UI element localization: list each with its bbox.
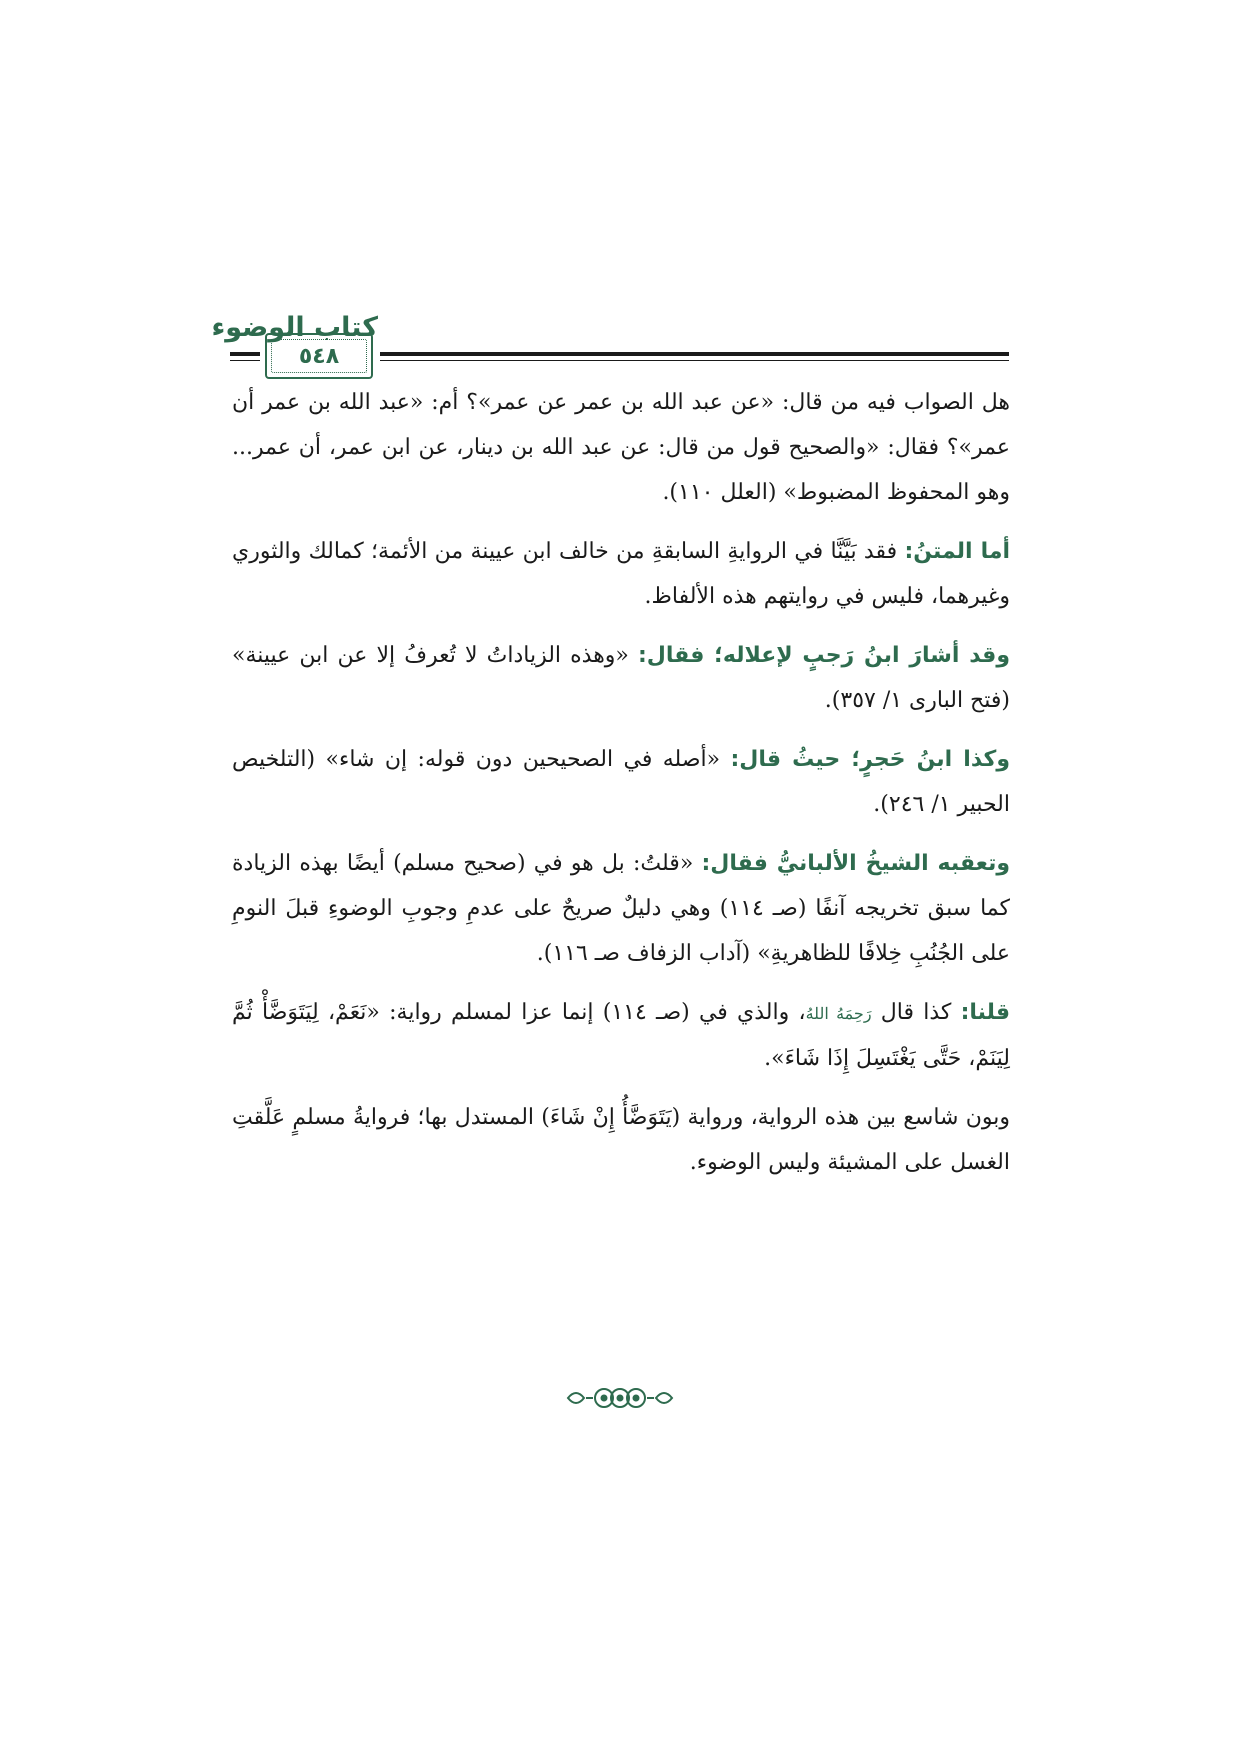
paragraph-5 — [232, 841, 1010, 976]
paragraph-1 — [232, 380, 1010, 515]
paragraph-text: فقد بَيَّنَّا في الروايةِ السابقةِ من خالف ابن عيينة من الأئمة؛ كمالك والثوري وغيرهما، فليس في روايتهم هذه الألفاظ. — [232, 539, 1010, 609]
paragraph-text: هل الصواب فيه من قال: «عن عبد الله بن عمر عن عمر»؟ أم: «عبد الله بن عمر أن عمر»؟ فقال: «والصحيح قول من قال: عن عبد الله بن دينار، عن ابن عمر، أن عمر... وهو المحفوظ المضبوط» (العلل ١١٠). — [232, 390, 1010, 505]
page-number-badge — [265, 333, 373, 379]
paragraph-4 — [232, 737, 1010, 827]
honorific-phrase: رَحِمَهُ اللهُ — [805, 1004, 872, 1023]
paragraph-text: «أصله في الصحيحين دون قوله: إن شاء» (التلخيص الحبير ١/ ٢٤٦). — [232, 747, 1010, 817]
paragraph-lead: أما المتنُ: — [904, 539, 1010, 564]
page-number: ٥٤٨ — [271, 339, 367, 373]
header-rule-end — [230, 352, 260, 356]
paragraph-7 — [232, 1095, 1010, 1185]
paragraph-3 — [232, 633, 1010, 723]
paragraph-lead: وكذا ابنُ حَجرٍ؛ حيثُ قال: — [730, 747, 1010, 772]
paragraph-6 — [232, 990, 1010, 1081]
paragraph-text: وبون شاسع بين هذه الرواية، ورواية (يَتَوَضَّأُ إِنْ شَاءَ) المستدل بها؛ فروايةُ مسلمٍ عَلَّقتِ الغسل على المشيئة وليس الوضوء. — [232, 1105, 1010, 1175]
paragraph-text: «قلتُ: بل هو في (صحيح مسلم) أيضًا بهذه الزيادة كما سبق تخريجه آنفًا (صـ ١١٤) وهي دليلٌ صريحٌ على عدمِ وجوبِ الوضوءِ قبلَ النومِ على الجُنُبِ خِلافًا للظاهريةِ» (آداب الزفاف صـ ١١٦). — [232, 851, 1011, 966]
paragraph-text: «وهذه الزياداتُ لا تُعرفُ إلا عن ابن عيينة» (فتح البارى ١/ ٣٥٧). — [232, 643, 1010, 713]
paragraph-text: ، والذي في (صـ ١١٤) إنما عزا لمسلم رواية: «نَعَمْ، لِيَتَوَضَّأْ ثُمَّ لِيَنَمْ، حَتَّى يَغْتَسِلَ إِذَا شَاءَ». — [232, 1000, 1010, 1071]
paragraph-lead: قلنا: — [960, 1000, 1011, 1025]
header-rule-end-thin — [230, 360, 260, 361]
paragraph-lead: وقد أشارَ ابنُ رَجبٍ لإعلاله؛ فقال: — [637, 643, 1010, 668]
floral-divider-icon — [560, 1378, 680, 1418]
paragraph-lead: وتعقبه الشيخُ الألبانيُّ فقال: — [701, 851, 1011, 876]
paragraph-2 — [232, 529, 1010, 619]
header-rule-thin — [380, 360, 1009, 361]
page-body — [232, 380, 1010, 1199]
chapter-title: كتاب الوضوء — [211, 312, 378, 343]
header-rule — [380, 352, 1009, 356]
paragraph-text-before: كذا قال — [871, 1000, 961, 1025]
